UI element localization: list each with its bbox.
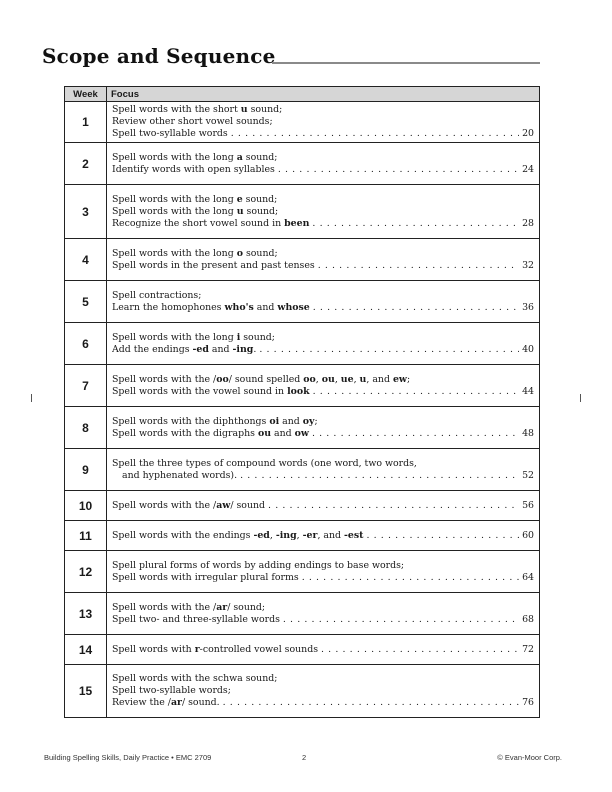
text-segment: and: [208, 343, 233, 355]
focus-text: [112, 104, 282, 116]
left-margin-tick: [31, 394, 32, 402]
table-row: [65, 491, 540, 521]
focus-text: [112, 302, 310, 314]
scope-table: [64, 86, 540, 718]
focus-line: [112, 290, 534, 302]
table-header-row: [65, 87, 540, 102]
week-number: 1: [65, 102, 107, 143]
focus-text: [112, 428, 309, 440]
table-row: [65, 593, 540, 635]
bold-term: ew: [392, 373, 407, 385]
focus-line: [112, 218, 534, 230]
dot-leader: [363, 530, 519, 542]
week-number: 3: [65, 185, 107, 239]
table-row: [65, 407, 540, 449]
text-segment: Spell the three types of compound words (one word, two words,: [112, 457, 417, 469]
focus-line: [112, 530, 534, 542]
dot-leader: [318, 644, 519, 656]
text-segment: Spell words with the endings: [112, 529, 254, 541]
focus-line: [112, 104, 534, 116]
text-segment: ,: [334, 373, 341, 385]
focus-text: [112, 572, 299, 584]
focus-line: [112, 614, 534, 626]
week-number: 2: [65, 143, 107, 185]
table-row: [65, 323, 540, 365]
bold-term: whose: [277, 301, 310, 313]
week-column-header: Week: [65, 87, 107, 102]
text-segment: Learn the homophones: [112, 301, 225, 313]
focus-text: [122, 470, 237, 482]
text-segment: Spell two-syllable words;: [112, 685, 231, 696]
page-reference: 32: [522, 259, 534, 271]
page-reference: 68: [522, 613, 534, 625]
focus-text: [112, 290, 201, 302]
focus-line: [112, 374, 534, 386]
focus-text: [112, 530, 363, 542]
week-number: 11: [65, 521, 107, 551]
bold-term: e: [236, 193, 243, 205]
focus-cell: [107, 449, 540, 491]
bold-term: oi: [269, 415, 280, 427]
text-segment: Spell words with the vowel sound in: [112, 385, 288, 397]
focus-text: [112, 500, 265, 512]
text-segment: Spell words with the short: [112, 104, 241, 115]
text-segment: Spell words with the long: [112, 151, 237, 163]
dot-leader: [309, 428, 519, 440]
dot-leader: [280, 614, 519, 626]
text-segment: / sound: [230, 499, 266, 511]
week-number: 9: [65, 449, 107, 491]
focus-cell: [107, 593, 540, 635]
focus-line: [112, 602, 534, 614]
focus-line: [112, 560, 534, 572]
bold-term: ow: [294, 427, 309, 439]
focus-cell: [107, 521, 540, 551]
text-segment: sound;: [242, 247, 278, 259]
focus-line: [112, 500, 534, 512]
focus-line: [112, 344, 534, 356]
bold-term: -ed: [192, 343, 209, 355]
bold-term: been: [284, 217, 310, 229]
dot-leader: [309, 218, 519, 230]
text-segment: and: [271, 427, 295, 439]
bold-term: oo: [303, 373, 316, 385]
table-row: [65, 635, 540, 665]
text-segment: Spell two-syllable words: [112, 128, 228, 139]
table-row: [65, 185, 540, 239]
text-segment: ,: [315, 373, 322, 385]
text-segment: , and: [317, 529, 345, 541]
text-segment: Spell words with the long: [112, 331, 237, 343]
text-segment: and hyphenated words).: [122, 469, 238, 481]
focus-cell: [107, 407, 540, 449]
week-number: 13: [65, 593, 107, 635]
page-reference: 76: [522, 697, 534, 708]
bold-term: -est: [344, 529, 364, 541]
table-row: [65, 102, 540, 143]
text-segment: Spell words with irregular plural forms: [112, 571, 299, 583]
bold-term: -ed: [253, 529, 270, 541]
focus-line: [112, 206, 534, 218]
focus-line: [112, 164, 534, 176]
focus-text: [112, 697, 220, 709]
text-segment: / sound.: [181, 697, 220, 708]
focus-line: [112, 458, 534, 470]
focus-line: [112, 644, 534, 656]
table-row: [65, 281, 540, 323]
week-number: 7: [65, 365, 107, 407]
text-segment: Spell words in the present and past tenses: [112, 259, 315, 271]
page-reference: 60: [522, 529, 534, 541]
text-segment: , and: [366, 373, 393, 385]
dot-leader: [310, 302, 519, 314]
focus-line: [112, 416, 534, 428]
bold-term: u: [240, 104, 248, 115]
focus-text: [112, 260, 315, 272]
bold-term: r: [194, 643, 200, 655]
text-segment: Recognize the short vowel sound in: [112, 217, 285, 229]
focus-line: [112, 248, 534, 260]
bold-term: look: [287, 385, 310, 397]
bold-term: ou: [257, 427, 272, 439]
text-segment: Spell contractions;: [112, 289, 202, 301]
bold-term: ou: [321, 373, 335, 385]
focus-cell: [107, 185, 540, 239]
focus-cell: [107, 635, 540, 665]
text-segment: Spell words with: [112, 643, 195, 655]
week-number: 12: [65, 551, 107, 593]
text-segment: ;: [314, 415, 318, 427]
dot-leader: [315, 260, 519, 272]
focus-text: [112, 116, 273, 128]
focus-text: [112, 458, 417, 470]
focus-cell: [107, 323, 540, 365]
text-segment: Spell words with the long: [112, 247, 237, 259]
focus-text: [112, 152, 277, 164]
focus-line: [112, 194, 534, 206]
text-segment: .: [253, 343, 257, 355]
focus-line: [112, 685, 534, 697]
text-segment: sound;: [242, 151, 278, 163]
week-number: 6: [65, 323, 107, 365]
focus-cell: [107, 551, 540, 593]
focus-cell: [107, 143, 540, 185]
focus-cell: [107, 102, 540, 143]
page-reference: 52: [522, 469, 534, 481]
week-number: 15: [65, 665, 107, 718]
bold-term: o: [236, 247, 243, 259]
dot-leader: [256, 344, 519, 356]
text-segment: Spell words with the long: [112, 193, 237, 205]
focus-text: [112, 344, 256, 356]
text-segment: / sound spelled: [228, 373, 304, 385]
table-row: [65, 665, 540, 718]
bold-term: ue: [340, 373, 354, 385]
text-segment: ;: [407, 373, 411, 385]
page-reference: 72: [522, 643, 534, 655]
text-segment: ,: [296, 529, 303, 541]
focus-text: [112, 673, 277, 685]
text-segment: sound;: [240, 331, 275, 343]
page-reference: 64: [522, 571, 534, 583]
focus-text: [112, 416, 318, 428]
table-body: [65, 102, 540, 718]
footer-right: © Evan-Moor Corp.: [497, 753, 562, 762]
page-title: Scope and Sequence: [42, 44, 276, 68]
focus-text: [112, 248, 278, 260]
text-segment: Spell words with the /: [112, 601, 217, 613]
focus-line: [112, 116, 534, 128]
focus-text: [112, 332, 275, 344]
table-row: [65, 521, 540, 551]
dot-leader: [228, 128, 519, 140]
text-segment: and: [279, 415, 303, 427]
text-segment: sound;: [247, 104, 283, 115]
text-segment: Add the endings: [112, 343, 193, 355]
bold-term: -er: [302, 529, 318, 541]
focus-line: [112, 697, 534, 709]
week-number: 5: [65, 281, 107, 323]
table-row: [65, 365, 540, 407]
focus-line: [112, 572, 534, 584]
focus-line: [112, 428, 534, 440]
bold-term: aw: [216, 499, 231, 511]
bold-term: -ing: [275, 529, 297, 541]
dot-leader: [310, 386, 519, 398]
bold-term: i: [236, 331, 241, 343]
focus-line: [112, 386, 534, 398]
bold-term: u: [236, 205, 244, 217]
focus-cell: [107, 239, 540, 281]
footer-page-number: 2: [302, 753, 307, 762]
focus-line: [112, 673, 534, 685]
focus-line: [112, 260, 534, 272]
text-segment: ,: [269, 529, 276, 541]
focus-line: [112, 152, 534, 164]
focus-column-header: Focus: [107, 87, 540, 102]
text-segment: sound;: [243, 205, 279, 217]
text-segment: Spell plural forms of words by adding endings to base words;: [112, 559, 405, 571]
focus-text: [112, 644, 318, 656]
focus-text: [112, 218, 309, 230]
week-number: 8: [65, 407, 107, 449]
focus-text: [112, 560, 404, 572]
focus-text: [112, 206, 278, 218]
text-segment: / sound;: [227, 601, 266, 613]
focus-text: [112, 602, 265, 614]
table-row: [65, 449, 540, 491]
focus-text: [112, 194, 277, 206]
right-margin-tick: [580, 394, 581, 402]
table-row: [65, 239, 540, 281]
text-segment: Identify words with open syllables: [112, 163, 275, 175]
dot-leader: [275, 164, 519, 176]
table-row: [65, 551, 540, 593]
page-reference: 40: [522, 343, 534, 355]
bold-term: oo: [216, 373, 229, 385]
text-segment: Spell words with the diphthongs: [112, 415, 270, 427]
text-segment: Spell two- and three-syllable words: [112, 613, 280, 625]
text-segment: ,: [353, 373, 360, 385]
dot-leader: [220, 697, 519, 709]
bold-term: ar: [170, 697, 182, 708]
bold-term: oy: [302, 415, 315, 427]
focus-line: [112, 332, 534, 344]
text-segment: Review the /: [112, 697, 171, 708]
text-segment: Spell words with the /: [112, 499, 217, 511]
page-reference: 56: [522, 499, 534, 511]
text-segment: Spell words with the digraphs: [112, 427, 258, 439]
bold-term: -ing: [232, 343, 254, 355]
text-segment: Spell words with the schwa sound;: [112, 673, 278, 684]
page-reference: 28: [522, 217, 534, 229]
dot-leader: [265, 500, 519, 512]
page-reference: 20: [522, 128, 534, 139]
focus-text: [112, 164, 275, 176]
text-segment: Spell words with the long: [112, 205, 237, 217]
text-segment: sound;: [242, 193, 278, 205]
dot-leader: [237, 470, 519, 482]
page-reference: 24: [522, 163, 534, 175]
text-segment: -controlled vowel sounds: [199, 643, 319, 655]
week-number: 10: [65, 491, 107, 521]
focus-text: [112, 374, 410, 386]
bold-term: ar: [216, 601, 228, 613]
bold-term: a: [236, 151, 243, 163]
title-rule: [272, 62, 540, 64]
focus-line: [112, 302, 534, 314]
dot-leader: [299, 572, 519, 584]
focus-cell: [107, 665, 540, 718]
bold-term: u: [359, 373, 367, 385]
focus-text: [112, 614, 280, 626]
focus-cell: [107, 281, 540, 323]
text-segment: Review other short vowel sounds;: [112, 116, 273, 127]
focus-text: [112, 128, 228, 140]
week-number: 4: [65, 239, 107, 281]
focus-text: [112, 685, 231, 697]
focus-cell: [107, 365, 540, 407]
page-reference: 36: [522, 301, 534, 313]
page-reference: 48: [522, 427, 534, 439]
text-segment: Spell words with the /: [112, 373, 217, 385]
page-reference: 44: [522, 385, 534, 397]
bold-term: who's: [224, 301, 254, 313]
focus-line: [112, 470, 534, 482]
focus-cell: [107, 491, 540, 521]
text-segment: and: [253, 301, 278, 313]
week-number: 14: [65, 635, 107, 665]
focus-line: [112, 128, 534, 140]
footer-left: Building Spelling Skills, Daily Practice • EMC 2709: [44, 753, 212, 762]
table-row: [65, 143, 540, 185]
focus-text: [112, 386, 310, 398]
